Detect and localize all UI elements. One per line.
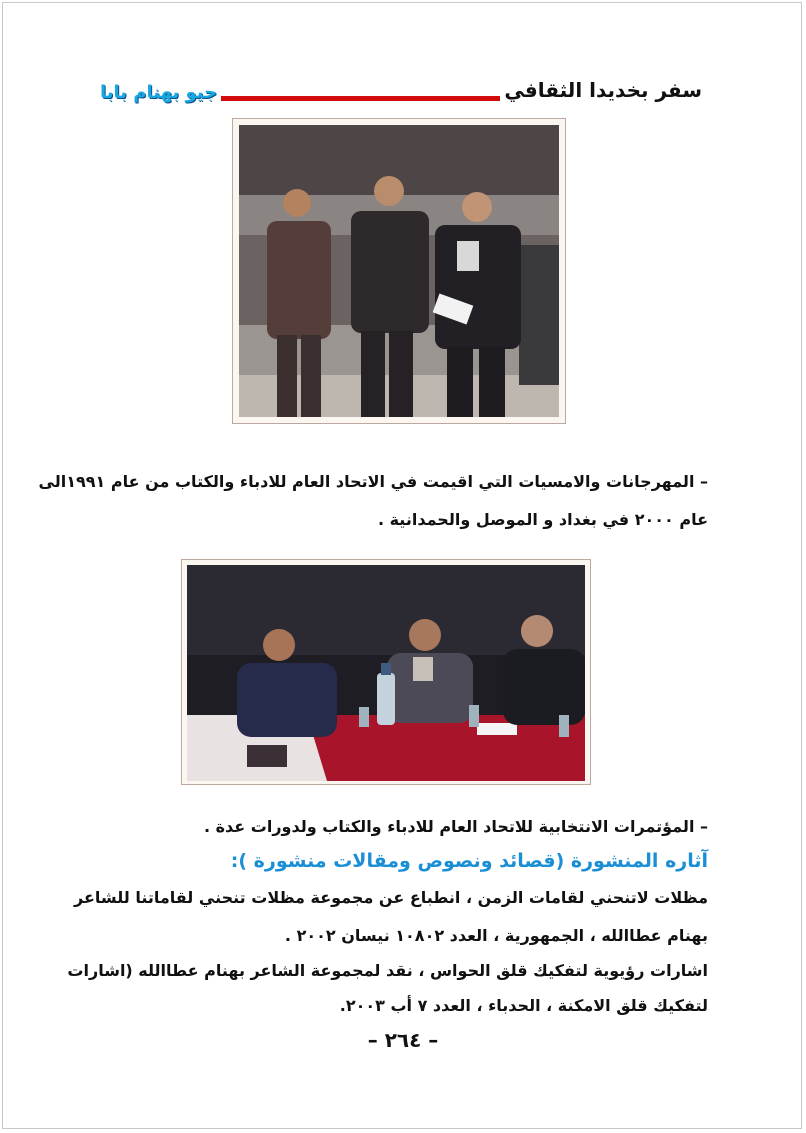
- paragraph-signals-line2: لتفكيك قلق الامكنة ، الحدباء ، العدد ٧ أب ٢٠٠٣.: [339, 996, 708, 1015]
- photo-three-men-standing: [232, 118, 566, 424]
- header-author-logo: جيو بهنام بابا: [96, 82, 221, 104]
- paragraph-festivals-line1: – المهرجانات والامسيات التي اقيمت في الاتحاد العام للادباء والكتاب من عام ١٩٩١الى: [38, 472, 708, 491]
- paragraph-umbrellas-line1: مظلات لاتنحني لقامات الزمن ، انطباع عن مجموعة مظلات تنحني لقاماتنا للشاعر: [74, 888, 708, 907]
- page-number: – ٢٦٤ –: [367, 1028, 439, 1052]
- section-heading-publications: آثاره المنشورة (قصائد ونصوص ومقالات منشورة ):: [230, 850, 708, 872]
- paragraph-umbrellas-line2: بهنام عطاالله ، الجمهورية ، العدد ١٠٨٠٢ نيسان ٢٠٠٢ .: [284, 926, 708, 945]
- paragraph-signals-line1: اشارات رؤيوية لتفكيك قلق الحواس ، نقد لمجموعة الشاعر بهنام عطاالله (اشارات: [67, 961, 708, 980]
- paragraph-conferences: – المؤتمرات الانتخابية للاتحاد العام للادباء والكتاب ولدورات عدة .: [203, 817, 708, 836]
- photo-three-men-seated: [181, 559, 591, 785]
- header-book-title: سفر بخديدا الثقافي: [500, 78, 706, 104]
- paragraph-festivals-line2: عام ٢٠٠٠ في بغداد و الموصل والحمدانية .: [377, 510, 708, 529]
